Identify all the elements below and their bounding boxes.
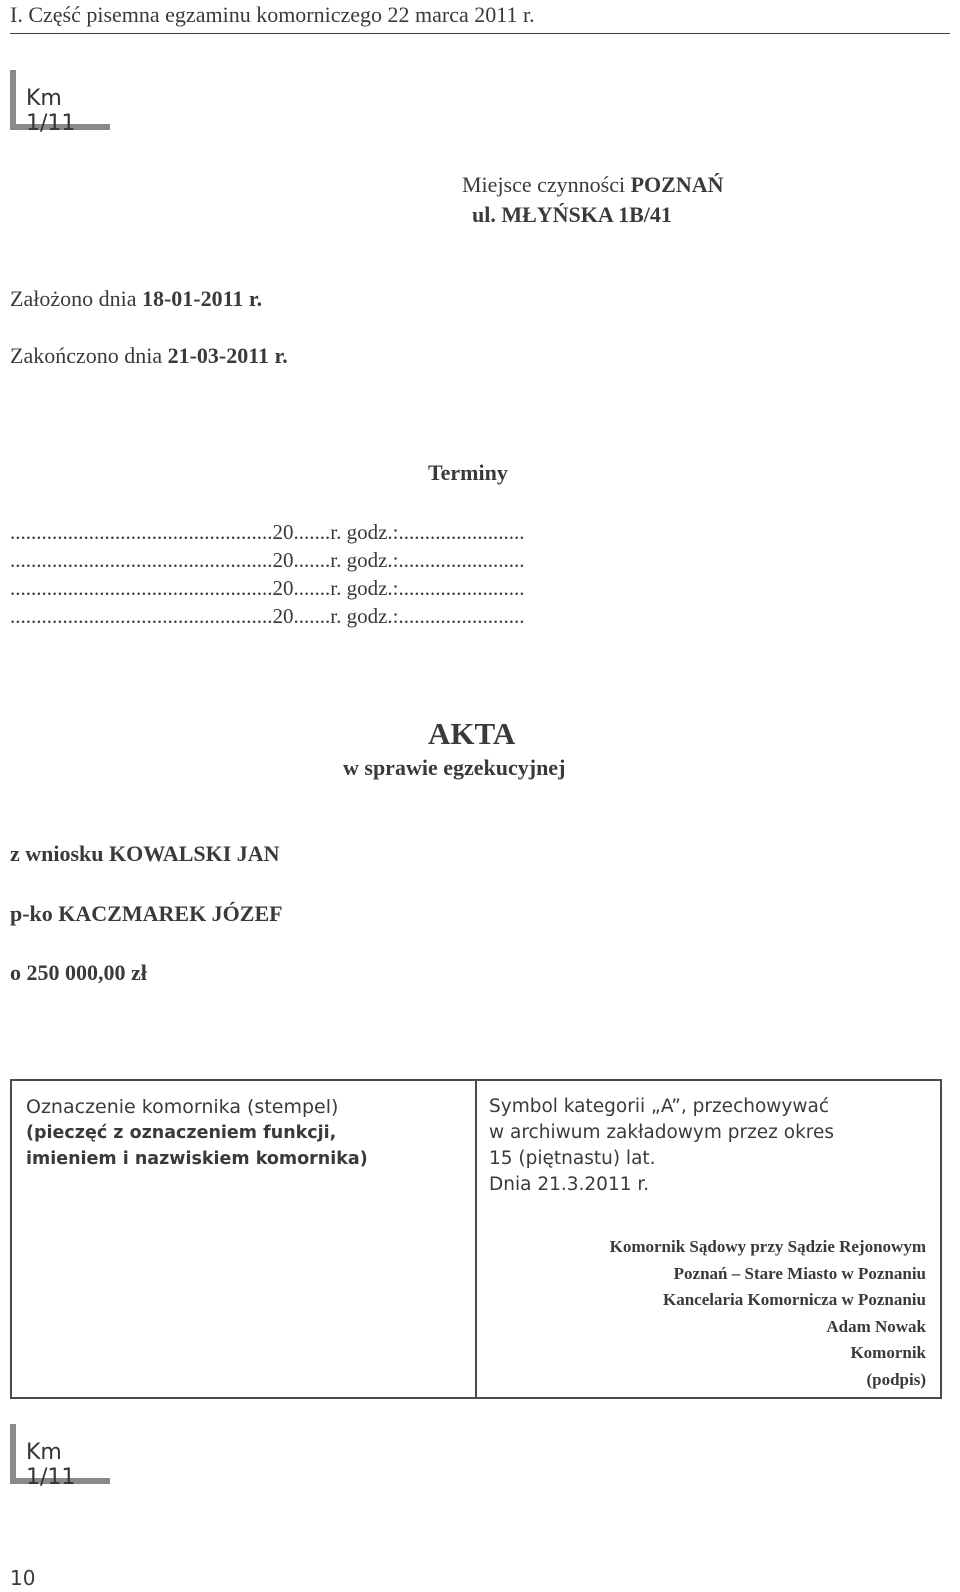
km-marker-bar-vertical [10, 70, 16, 130]
km-label-top: Km 1/11 [26, 86, 76, 136]
signature-role: Komornik [850, 1343, 926, 1362]
km-label-bottom: Km 1/11 [26, 1440, 76, 1490]
akta-title: AKTA [428, 716, 516, 751]
km-marker-bottom [10, 1424, 110, 1490]
location-line-2: ul. MŁYŃSKA 1B/41 [472, 202, 672, 227]
founded-date [10, 286, 262, 312]
terms-list [10, 518, 525, 630]
signature-line: Poznań – Stare Miasto w Poznaniu [673, 1263, 926, 1283]
stamp-desc-line: imieniem i nazwiskiem komornika) [26, 1149, 368, 1169]
term-row: ..................................................20.......r. godz.:........................ [10, 520, 525, 544]
term-row: ..................................................20.......r. godz.:........................ [10, 576, 525, 600]
closed-date [10, 343, 288, 369]
page-header-title: I. Część pisemna egzaminu komorniczego 22 marca 2011 r. [10, 2, 535, 27]
location-line-1 [462, 172, 724, 198]
km-marker-bar-vertical [10, 1424, 16, 1484]
founded-value: 18-01-2011 r. [141, 286, 263, 311]
term-row: ..................................................20.......r. godz.:........................ [10, 604, 525, 628]
signature-name: Adam Nowak [826, 1316, 926, 1336]
signature-line: Komornik Sądowy przy Sądzie Rejonowym [609, 1237, 926, 1256]
closed-value: 21-03-2011 r. [167, 343, 288, 368]
case-debtor: p-ko KACZMAREK JÓZEF [10, 901, 283, 926]
category-line: w archiwum zakładowym przez okres [489, 1122, 835, 1143]
stamp-desc-line: (pieczęć z oznaczeniem funkcji, [26, 1123, 337, 1143]
km-marker-top [10, 70, 110, 136]
location-prefix: Miejsce czynności [462, 172, 631, 197]
category-line: Symbol kategorii „A”, przechowywać [489, 1096, 830, 1117]
case-creditor: z wniosku KOWALSKI JAN [10, 841, 280, 866]
stamp-box-divider [475, 1081, 477, 1397]
stamp-label: Oznaczenie komornika (stempel) [26, 1096, 339, 1118]
signature-note: (podpis) [866, 1369, 926, 1389]
category-line: 15 (piętnastu) lat. [489, 1148, 656, 1169]
terms-heading: Terminy [428, 460, 508, 485]
founded-prefix: Założono dnia [10, 286, 142, 311]
signature-block [610, 1234, 926, 1393]
stamp-box-left [26, 1094, 368, 1172]
signature-line: Kancelaria Komornicza w Poznaniu [662, 1290, 926, 1309]
stamp-box [10, 1079, 942, 1399]
page-number: 10 [10, 1566, 36, 1590]
category-date: Dnia 21.3.2011 r. [489, 1174, 650, 1195]
closed-prefix: Zakończono dnia [10, 343, 168, 368]
term-row: ..................................................20.......r. godz.:........................ [10, 548, 525, 572]
stamp-box-right [489, 1094, 834, 1198]
case-amount: o 250 000,00 zł [10, 960, 147, 985]
header-divider [10, 33, 950, 34]
akta-subtitle: w sprawie egzekucyjnej [343, 755, 566, 780]
location-city: POZNAŃ [630, 172, 724, 197]
